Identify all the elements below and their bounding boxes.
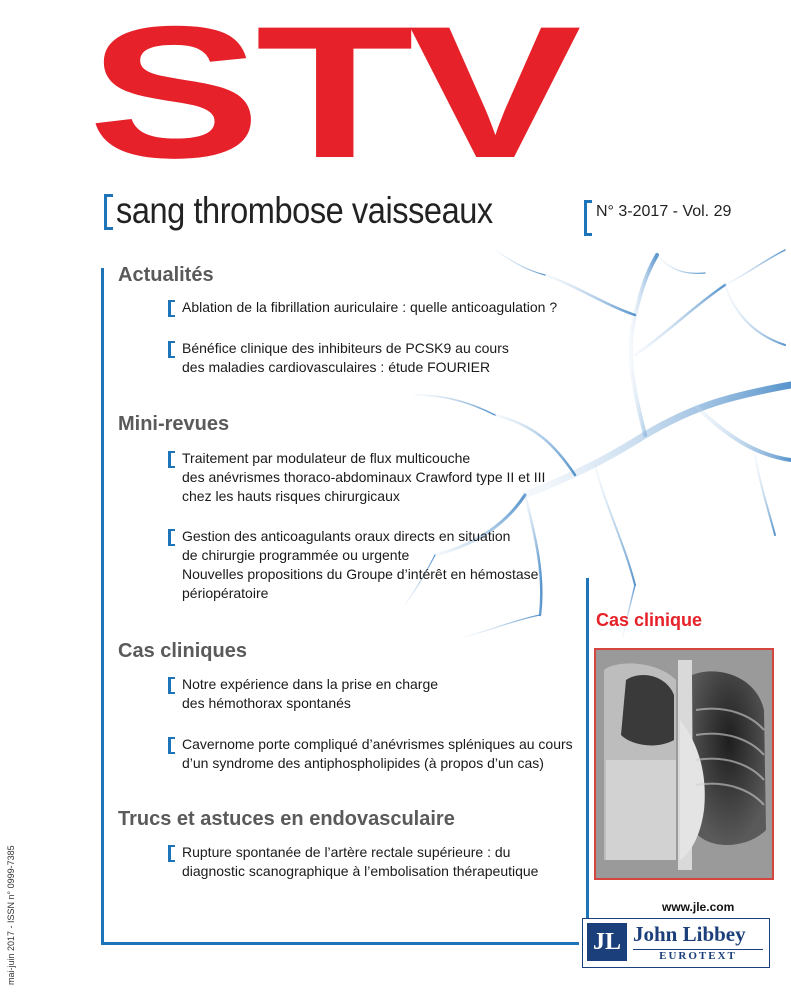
article-line: Bénéfice clinique des inhibiteurs de PCSK9 au cours: [182, 340, 509, 356]
journal-subtitle: sang thrombose vaisseaux: [116, 190, 493, 231]
article-line: Nouvelles propositions du Groupe d’intérêt en hémostase: [182, 566, 539, 582]
issn-line: mai-juin 2017 - ISSN n° 0999-7385: [6, 845, 16, 985]
article-bracket-icon: [168, 845, 175, 862]
article-bracket-icon: [168, 529, 175, 546]
article-item[interactable]: [168, 339, 509, 377]
article-bracket-icon: [168, 677, 175, 694]
article-line: périopératoire: [182, 585, 269, 601]
article-line: de chirurgie programmée ou urgente: [182, 547, 410, 563]
article-line: des anévrismes thoraco-abdominaux Crawford type II et III: [182, 469, 546, 485]
issue-number: N° 3-2017 - Vol. 29: [596, 203, 732, 220]
article-line: Cavernome porte compliqué d’anévrismes spléniques au cours: [182, 736, 573, 752]
article-item[interactable]: [168, 527, 538, 603]
feature-label: Cas clinique: [596, 610, 703, 630]
xray-illustration: [596, 650, 772, 878]
section-title-trucs-astuces: Trucs et astuces en endovasculaire: [118, 808, 455, 830]
article-item[interactable]: [168, 449, 545, 506]
article-item[interactable]: [168, 843, 538, 881]
article-item[interactable]: [168, 735, 573, 773]
content-rule: [101, 268, 104, 945]
chest-xray-image: [594, 648, 774, 880]
publisher-mark: JL: [587, 923, 627, 961]
section-title-mini-revues: Mini-revues: [118, 413, 230, 435]
journal-logo: STV: [88, 0, 577, 197]
article-line: Notre expérience dans la prise en charge: [182, 676, 439, 692]
article-item[interactable]: [168, 675, 438, 713]
article-item[interactable]: [168, 298, 557, 317]
publisher-name: John Libbey: [633, 922, 746, 946]
article-line: des hémothorax spontanés: [182, 695, 351, 711]
article-line: Gestion des anticoagulants oraux directs en situation: [182, 528, 511, 544]
article-line: diagnostic scanographique à l’embolisation thérapeutique: [182, 863, 539, 879]
website-link[interactable]: www.jle.com: [662, 900, 735, 914]
article-bracket-icon: [168, 341, 175, 358]
article-bracket-icon: [168, 451, 175, 468]
article-line: d’un syndrome des antiphospholipides (à propos d’un cas): [182, 755, 544, 771]
article-bracket-icon: [168, 737, 175, 754]
feature-rule: [586, 578, 589, 943]
article-line: Rupture spontanée de l’artère rectale supérieure : du: [182, 844, 511, 860]
publisher-logo: [582, 918, 770, 968]
section-title-cas-cliniques: Cas cliniques: [118, 640, 247, 662]
section-title-actualites: Actualités: [118, 264, 214, 286]
publisher-subname: EUROTEXT: [633, 949, 763, 962]
article-line: chez les hauts risques chirurgicaux: [182, 488, 400, 504]
article-line: Traitement par modulateur de flux multicouche: [182, 450, 471, 466]
bottom-rule: [101, 942, 579, 945]
article-bracket-icon: [168, 300, 175, 317]
article-line: Ablation de la fibrillation auriculaire : quelle anticoagulation ?: [182, 299, 558, 315]
article-line: des maladies cardiovasculaires : étude FOURIER: [182, 359, 491, 375]
issue-bracket: [584, 200, 592, 236]
subtitle-bracket: [104, 194, 113, 230]
